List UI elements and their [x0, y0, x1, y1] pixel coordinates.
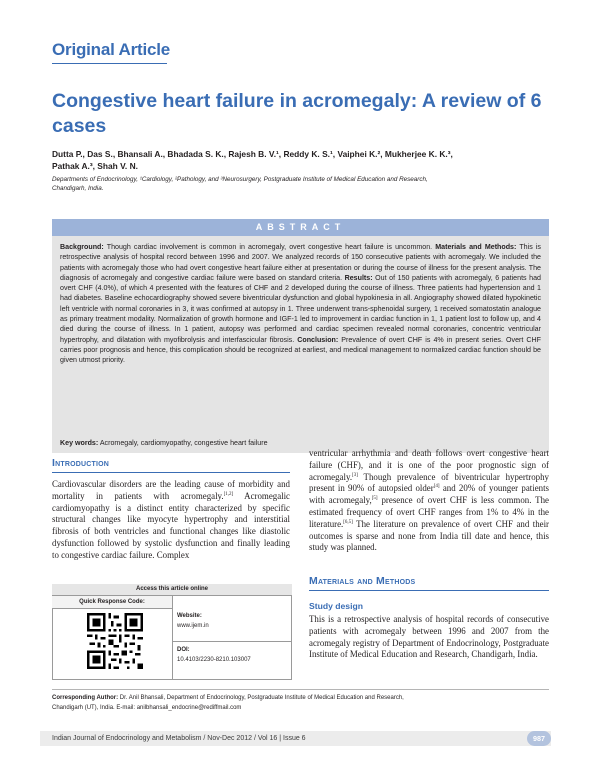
doi-link[interactable]: 10.4103/2230-8210.103007 [177, 657, 251, 663]
intro-ref: [1,2] [223, 491, 234, 497]
intro-continued-text [309, 448, 549, 554]
corresponding-line-1 [52, 693, 549, 703]
corresponding-author [52, 689, 549, 713]
rc-part-1b: Though prevalence of biventricular hypertrophy present in 90% of autopsied older [309, 471, 549, 494]
conclusion-label: Conclusion: [297, 335, 339, 344]
authors-line-2: Pathak A.³, Shah V. N. [52, 160, 138, 171]
article-title: Congestive heart failure in acromegaly: A review of 6 cases [52, 90, 542, 137]
section-label: Original Article [52, 40, 171, 59]
study-design-text: This is a retrospective analysis of hospital records of consecutive patients with acromegaly between 1996 and 2007 from the acromegaly registry of Department of Endocrinology, Postgraduate Institute of Medical Education and Research, Chandigarh, India. [309, 614, 549, 660]
qr-label: Quick Response Code: [52, 596, 173, 609]
background-text: Though cardiac involvement is common in acromegaly, overt congestive heart failure is uncommon. [103, 243, 433, 251]
affiliation-line-1: Departments of Endocrinology, ¹Cardiology, ²Pathology, and ³Neurosurgery, Postgraduate Institute of Medical Education and Research, [52, 176, 428, 183]
introduction-rule [52, 472, 290, 473]
methods-heading: Materials and Methods [309, 575, 416, 587]
conclusion-text: Prevalence of overt CHF is 4% in present series. Overt CHF carries poor prognosis and hence, this complication should be recognized at earliest, and medical management to normalized cardiac function should be given utmost priority. [60, 335, 541, 365]
keywords [60, 438, 541, 448]
methods-rule [309, 590, 549, 591]
access-divider-vertical [172, 596, 173, 679]
rc-part-1e: The literature on prevalence of overt CHF and their outcomes is sparse and none from India till date and hence, this study was planned. [309, 518, 549, 553]
corresponding-line-2: Chandigarh (UT), India. E-mail: anilbhansali_endocrine@rediffmail.com [52, 705, 242, 711]
methods-text: This is retrospective analysis of hospital record between 1996 and 2007. We analyzed records of 150 consecutive patients with acromegaly. We included the patients with acromegaly those who had overt congestive heart failure either at presentation or during the course of illness for the present analysis. The diagnosis of acromegaly and congestive cardiac failure were based on standard criteria. [60, 243, 541, 282]
website-label: Website: [177, 613, 202, 619]
authors-line-1: Dutta P., Das S., Bhansali A., Bhadada S. K., Rajesh B. V.¹, Reddy K. S.¹, Vaiphei K.², Mukherjee K. K.³, [52, 149, 453, 159]
affiliations [52, 175, 552, 193]
keywords-text: Acromegaly, cardiomyopathy, congestive heart failure [98, 439, 268, 447]
rc-ref-4: [6,5] [343, 519, 353, 525]
abstract-text [60, 242, 541, 366]
rc-part-1a: ventricular arrhythmia and death follows overt congestive heart failure (CHF), and it is one of the poor prognostic sign of acromegaly. [309, 448, 549, 482]
page-number: 987 [527, 731, 551, 746]
intro-part-b: Acromegalic cardiomyopathy is a distinct entity characterized by specific structural changes like myocyte hypertrophy and interstitial fibrosis of both ventricles and functional changes like diastolic dysfunction followed by systolic dysfunction and finally leading to congestive cardiac failure. Complex [52, 490, 290, 560]
keywords-label: Key words: [60, 439, 99, 447]
background-label: Background: [60, 243, 104, 251]
doi-label: DOI: [177, 647, 190, 653]
results-text: Out of 150 patients with acromegaly, 6 patients had overt CHF (4.0%), of which 4 presented with the features of CHF and 2 developed during the course of illness. Three patients had hypertension and 1 had diabetes. Baseline echocardiography showed severe biventricular dysfunction and global hypokinesia in all. Angiography showed dilated hypokinetic left ventricle with normal coronaries in 3, it was confirmed at autopsy in 1. Three underwent trans-sphenoidal surgery, 1 received somatostatin analogue as primary treatment modality. Normalization of growth hormone and IGF-1 led to improvement in cardiac function in 1, 1 patient lost to follow up, and 4 died during the course of illness. In 1 patient, autopsy was performed and cardiac specimen revealed normal coronaries, concentric ventricular hypertrophy, and dilatation with myofibrolysis and interfascicular fibrosis. [60, 273, 541, 344]
corresponding-label: Corresponding Author: [52, 695, 119, 701]
rc-ref-1: [3] [352, 472, 358, 478]
affiliation-line-2: Chandigarh, India. [52, 185, 104, 192]
corresponding-text-1: Dr. Anil Bhansali, Department of Endocrinology, Postgraduate Institute of Medical Education and Research, [118, 695, 404, 701]
rc-ref-3: [5] [371, 496, 378, 502]
methods-label: Materials and Methods: [435, 243, 517, 251]
rc-ref-2: [4] [433, 484, 440, 490]
access-heading: Access this article online [52, 584, 292, 596]
journal-citation: Indian Journal of Endocrinology and Metabolism / Nov-Dec 2012 / Vol 16 | Issue 6 [52, 735, 306, 742]
qr-code-icon [87, 613, 143, 674]
results-label: Results: [344, 273, 373, 282]
introduction-text [52, 479, 290, 562]
rc-part-1c: and 20% of younger patients with acromegaly, [309, 483, 549, 506]
abstract-heading: ABSTRACT [52, 219, 549, 236]
introduction-heading: Introduction [52, 457, 110, 469]
authors [52, 149, 552, 172]
section-rule [52, 63, 167, 64]
website-link[interactable]: www.ijem.in [177, 623, 209, 629]
intro-part-a: Cardiovascular disorders are the leading cause of morbidity and mortality in patients with acromegaly. [52, 479, 290, 501]
rc-part-1d: presence of overt CHF is less common. The estimated frequency of overt CHF ranges from 1% to 4% in the literature. [309, 495, 549, 529]
study-design-heading: Study design [309, 601, 363, 611]
access-divider-horizontal [172, 641, 292, 642]
